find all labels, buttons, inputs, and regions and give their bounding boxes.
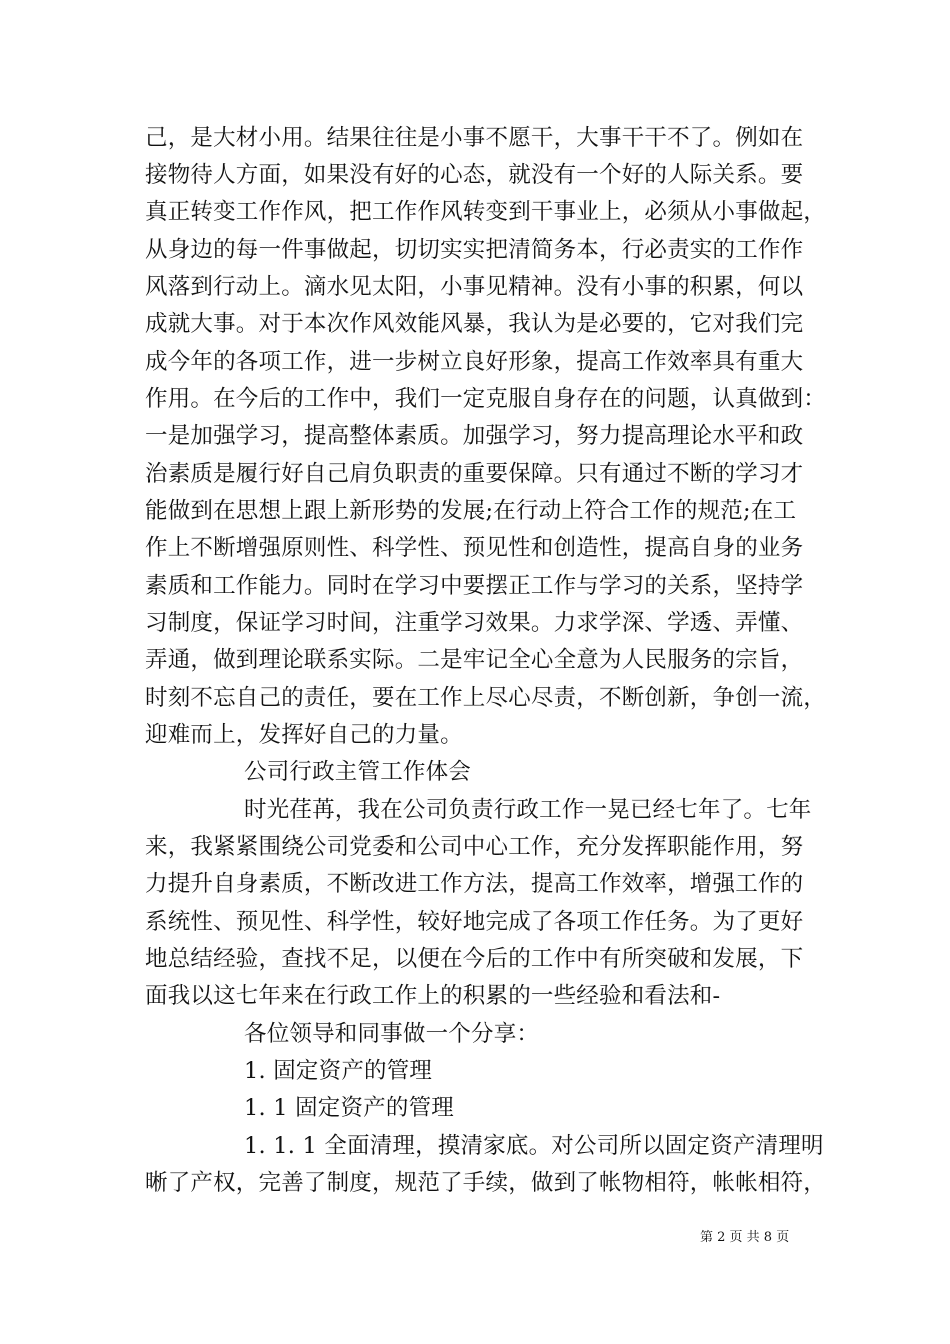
body-line: 作上不断增强原则性、科学性、预见性和创造性，提高自身的业务 xyxy=(145,535,804,561)
body-line: 弄通，做到理论联系实际。二是牢记全心全意为人民服务的宗旨， xyxy=(145,647,804,673)
body-line: 晰了产权，完善了制度，规范了手续，做到了帐物相符，帐帐相符， xyxy=(145,1170,827,1196)
body-line: 时刻不忘自己的责任，要在工作上尽心尽责，不断创新，争创一流， xyxy=(145,685,827,711)
body-line: 风落到行动上。滴水见太阳，小事见精神。没有小事的积累，何以 xyxy=(145,274,804,300)
body-line: 力提升自身素质，不断改进工作方法，提高工作效率，增强工作的 xyxy=(145,871,804,897)
body-line: 成今年的各项工作，进一步树立良好形象，提高工作效率具有重大 xyxy=(145,349,804,375)
subheading: 1. 固定资产的管理 xyxy=(244,1058,433,1084)
body-line: 各位领导和同事做一个分享： xyxy=(244,1021,540,1047)
section-title: 公司行政主管工作体会 xyxy=(244,759,472,785)
body-line: 1. 1. 1 全面清理，摸清家底。对公司所以固定资产清理明 xyxy=(244,1133,824,1159)
body-line: 时光荏苒，我在公司负责行政工作一晃已经七年了。七年 xyxy=(244,797,812,823)
body-line: 成就大事。对于本次作风效能风暴，我认为是必要的，它对我们完 xyxy=(145,311,804,337)
body-line: 治素质是履行好自己肩负职责的重要保障。只有通过不断的学习才 xyxy=(145,461,804,487)
body-line: 迎难而上，发挥好自己的力量。 xyxy=(145,722,463,748)
body-line: 从身边的每一件事做起，切切实实把清简务本，行必责实的工作作 xyxy=(145,237,804,263)
body-line: 面我以这七年来在行政工作上的积累的一些经验和看法和- xyxy=(145,983,721,1009)
body-line: 能做到在思想上跟上新形势的发展;在行动上符合工作的规范;在工 xyxy=(145,498,797,524)
body-line: 作用。在今后的工作中，我们一定克服自身存在的问题，认真做到： xyxy=(145,386,827,412)
body-line: 来，我紧紧围绕公司党委和公司中心工作，充分发挥职能作用，努 xyxy=(145,834,804,860)
body-line: 接物待人方面，如果没有好的心态，就没有一个好的人际关系。要 xyxy=(145,162,804,188)
page-number: 第 2 页 共 8 页 xyxy=(700,1230,790,1245)
body-line: 一是加强学习，提高整体素质。加强学习，努力提高理论水平和政 xyxy=(145,423,804,449)
body-line: 地总结经验，查找不足，以便在今后的工作中有所突破和发展，下 xyxy=(145,946,804,972)
body-line: 习制度，保证学习时间，注重学习效果。力求学深、学透、弄懂、 xyxy=(145,610,804,636)
body-line: 真正转变工作作风，把工作作风转变到干事业上，必须从小事做起， xyxy=(145,199,827,225)
body-line: 己，是大材小用。结果往往是小事不愿干，大事干干不了。例如在 xyxy=(145,125,804,151)
body-line: 系统性、预见性、科学性，较好地完成了各项工作任务。为了更好 xyxy=(145,909,804,935)
body-line: 素质和工作能力。同时在学习中要摆正工作与学习的关系，坚持学 xyxy=(145,573,804,599)
subheading: 1. 1 固定资产的管理 xyxy=(244,1095,454,1121)
